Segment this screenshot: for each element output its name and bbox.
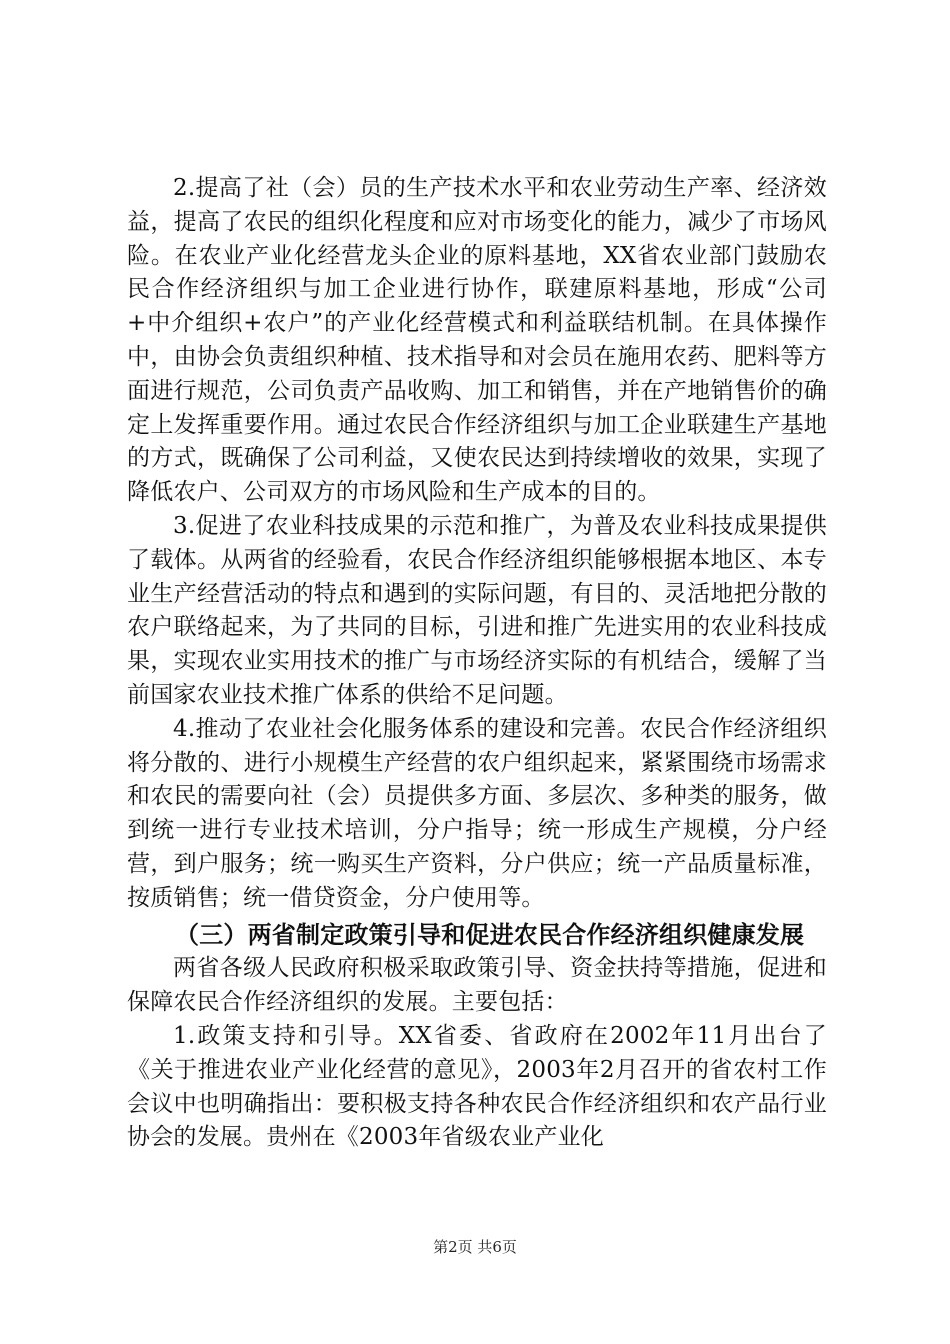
document-body [127, 172, 827, 1155]
paragraph-1-policy-support: 1.政策支持和引导。XX省委、省政府在2002年11月出台了《关于推进农业产业化经营的意见》，2003年2月召开的省农村工作会议中也明确指出：要积极支持各种农民合作经济组织和农产品行业协会的发展。贵州在《2003年省级农业产业化 [127, 1022, 827, 1151]
paragraph-3-technology-promotion: 3.促进了农业科技成果的示范和推广，为普及农业科技成果提供了载体。从两省的经验看，农民合作经济组织能够根据本地区、本专业生产经营活动的特点和遇到的实际问题，有目的、灵活地把分散的农户联络起来，为了共同的目标，引进和推广先进实用的农业科技成果，实现农业实用技术的推广与市场经济实际的有机结合，缓解了当前国家农业技术推广体系的供给不足问题。 [127, 512, 827, 708]
paragraph-4-service-system: 4.推动了农业社会化服务体系的建设和完善。农民合作经济组织将分散的、进行小规模生产经营的农户组织起来，紧紧围绕市场需求和农民的需要向社（会）员提供多方面、多层次、多种类的服务，做到统一进行专业技术培训，分户指导；统一形成生产规模，分户经营，到户服务；统一购买生产资料，分户供应；统一产品质量标准，按质销售；统一借贷资金，分户使用等。 [127, 715, 827, 911]
paragraph-policy-intro: 两省各级人民政府积极采取政策引导、资金扶持等措施，促进和保障农民合作经济组织的发展。主要包括： [127, 955, 827, 1016]
section-heading-3: （三）两省制定政策引导和促进农民合作经济组织健康发展 [175, 920, 805, 949]
paragraph-2-improve-production: 2.提高了社（会）员的生产技术水平和农业劳动生产率、经济效益，提高了农民的组织化程度和应对市场变化的能力，减少了市场风险。在农业产业化经营龙头企业的原料基地，XX省农业部门鼓励农民合作经济组织与加工企业进行协作，联建原料基地，形成“公司+中介组织+农户”的产业化经营模式和利益联结机制。在具体操作中，由协会负责组织种植、技术指导和对会员在施用农药、肥料等方面进行规范，公司负责产品收购、加工和销售，并在产地销售价的确定上发挥重要作用。通过农民合作经济组织与加工企业联建生产基地的方式，既确保了公司利益，又使农民达到持续增收的效果，实现了降低农户、公司双方的市场风险和生产成本的目的。 [127, 175, 827, 506]
page-number-footer: 第2页 共6页 [433, 1238, 517, 1256]
